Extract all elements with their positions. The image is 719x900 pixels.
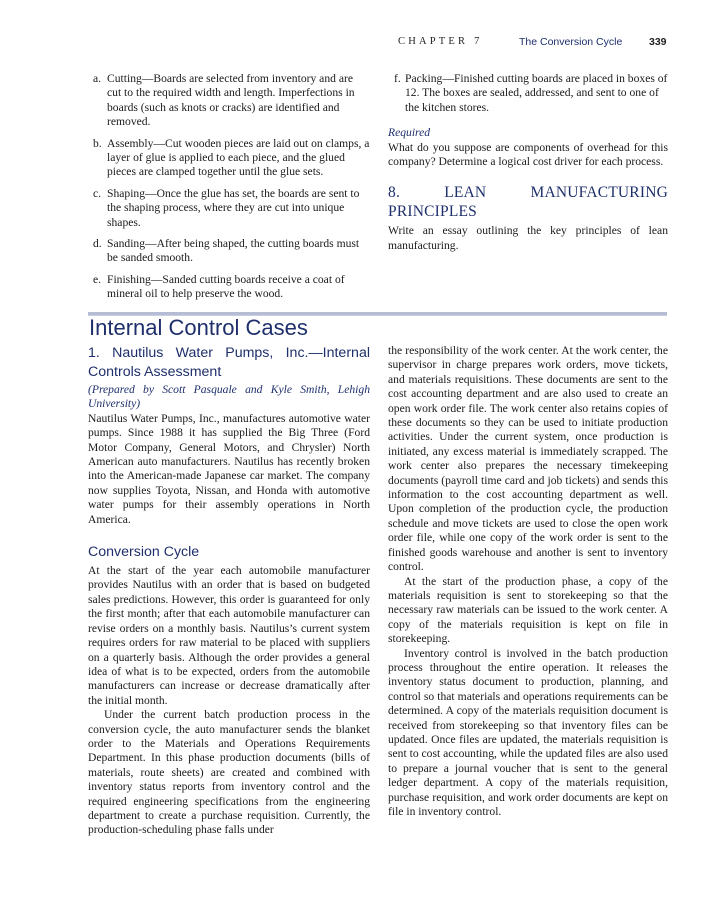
section-heading: 8. LEAN MANUFACTURING PRINCIPLES xyxy=(388,184,668,221)
list-item xyxy=(88,237,370,266)
case-left-column xyxy=(88,344,370,838)
list-item-label: a. xyxy=(93,72,102,85)
process-list xyxy=(88,72,370,309)
list-item-label: f. xyxy=(394,72,401,85)
case-intro: Nautilus Water Pumps, Inc., manufactures automotive water pumps. Since 1988 it has supplied the Big Three (Ford Motor Company, General Motors, and Chrysler) North American auto manufacturers. Nautilus has recently broken into the American-made Japanese car market. The company now supplies Toyota, Nissan, and Honda with automotive water pumps for their assembly operations in North America. xyxy=(88,411,370,526)
list-item xyxy=(88,273,370,302)
paragraph: Under the current batch production process in the conversion cycle, the auto manufacturer sends the blanket order to the Materials and Operations Requirements Department. In this phase production documents (bills of materials, route sheets) are created and combined with inventory status reports from inventory control and the required engineering specifications from the engineering department to create a purchase requisition. Currently, the production-scheduling phase falls under xyxy=(88,708,370,837)
case-credit: (Prepared by Scott Pasquale and Kyle Smith, Lehigh University) xyxy=(88,383,370,411)
paragraph: At the start of the year each automobile manufacturer provides Nautilus with an order that is based on budgeted sales predictions. However, this order is guaranteed for only the first month; after that each automobile manufacturer can revise orders on a monthly basis. Nautilus’s current system requires orders for raw material to be placed with suppliers on a quarterly basis. Although the order provides a general idea of what is to be expected, orders from the automobile manufacturers can increase or decrease dramatically after the initial month. xyxy=(88,564,370,707)
list-item-text: Sanding—After being shaped, the cutting boards must be sanded smooth. xyxy=(107,237,360,265)
list-item-text: Finishing—Sanded cutting boards receive a coat of mineral oil to help preserve the wood. xyxy=(107,272,345,301)
page-number: 339 xyxy=(649,36,667,48)
page-title: Internal Control Cases xyxy=(89,315,308,340)
list-item-label: d. xyxy=(93,237,102,251)
case-right-column xyxy=(388,344,668,819)
list-item-label: b. xyxy=(93,136,102,150)
list-item-text: Assembly—Cut wooden pieces are laid out on clamps, a layer of glue is applied to each piece, and the glued pieces are clamped together until the glue sets. xyxy=(107,136,370,179)
list-item xyxy=(88,137,370,180)
list-item-text: Cutting—Boards are selected from inventory and are cut to the required width and length. Imperfections in boards (such as knots or cracks) are identified and removed. xyxy=(107,72,355,129)
right-top-column xyxy=(388,72,668,253)
list-item xyxy=(88,72,370,130)
required-heading: Required xyxy=(388,126,431,140)
list-item-label: e. xyxy=(93,272,102,286)
running-header xyxy=(0,36,719,50)
subheading-conversion-cycle: Conversion Cycle xyxy=(88,544,200,561)
paragraph: Inventory control is involved in the batch production process throughout the entire operation. It releases the inventory status document to production, planning, and control so that materials and operations requirements can be determined. A copy of the materials requisition document is received from storekeeping so that inventory files can be updated. Once files are updated, the materials requisition is sent to cost accounting, while the updated files are also used to prepare a journal voucher that is sent to the general ledger department. A copy of the materials requisition, purchase requisition, and work order documents are kept on file in inventory control. xyxy=(388,646,668,818)
required-text: What do you suppose are components of overhead for this company? Determine a logical cost driver for each process. xyxy=(388,140,668,169)
list-item-text: Shaping—Once the glue has set, the boards are sent to the shaping process, where they are cut into unique shapes. xyxy=(107,186,360,229)
case-heading: 1. Nautilus Water Pumps, Inc.—Internal Controls Assessment xyxy=(88,345,370,380)
list-item xyxy=(88,187,370,230)
chapter-title: The Conversion Cycle xyxy=(519,36,623,48)
list-item-label: c. xyxy=(93,186,102,200)
paragraph: the responsibility of the work center. At the work center, the supervisor in charge prepares work orders, move tickets, and materials requisitions. These documents are sent to the cost accounting department and are also used to create an open work order file. The work center also retains copies of these documents so they can be used to initiate production activities. Under the current system, once production is initiated, any excess material is immediately scrapped. The work center also prepares the necessary timekeeping documents (payroll time card and job tickets) and sends this information to the cost accounting department as well. Upon completion of the production cycle, the production schedule and move tickets are used to close the open work order file, while one copy of the work order is sent to the finished goods warehouse and another is sent to inventory control. xyxy=(388,344,668,574)
list-item xyxy=(388,72,668,115)
chapter-label: CHAPTER 7 xyxy=(398,36,483,47)
section-text: Write an essay outlining the key principles of lean manufacturing. xyxy=(388,224,668,252)
list-item-text: Packing—Finished cutting boards are placed in boxes of 12. The boxes are sealed, addressed, and sent to one of the kitchen stores. xyxy=(405,72,668,114)
paragraph: At the start of the production phase, a copy of the materials requisition is sent to storekeeping so that the necessary raw materials can be issued to the work center. A copy of the materials requisition is kept on file in storekeeping. xyxy=(388,574,668,646)
